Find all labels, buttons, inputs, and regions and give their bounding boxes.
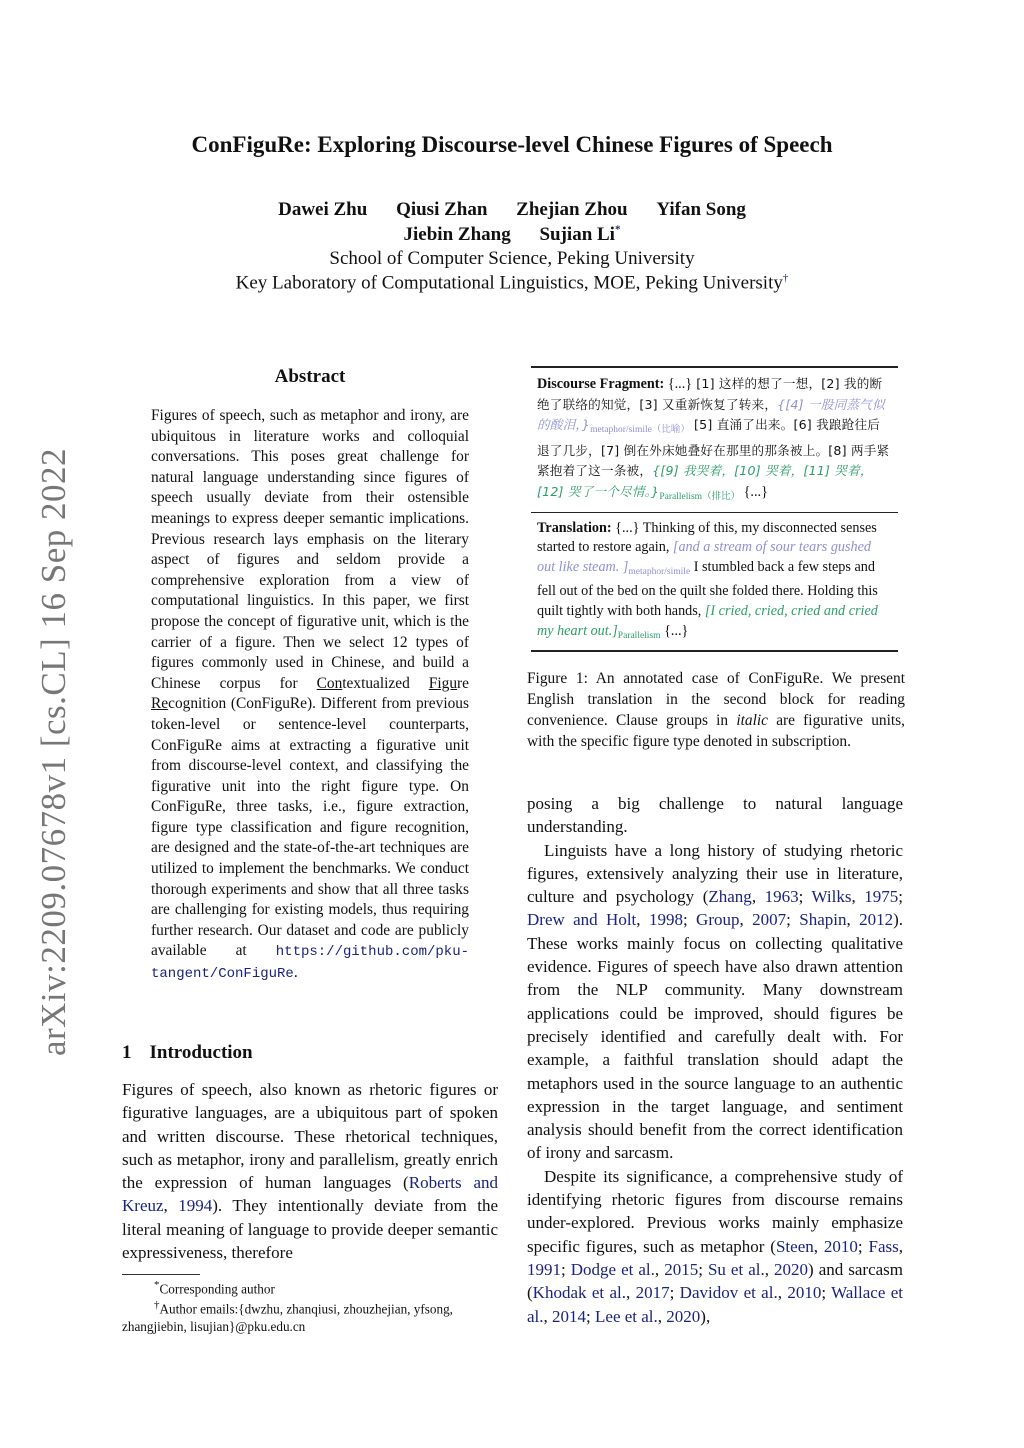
citation-year-link[interactable]: 1963 [764,887,799,907]
citation-link[interactable]: Su et al. [707,1259,765,1279]
author-name: Dawei Zhu [278,199,368,220]
parallelism-unit: {[9] 我哭着，[10] 哭着，[11] 哭着，[12] 哭了一个尽情。} [537,463,873,499]
caption-text: Figure 1: An annotated case of ConFiguRe. We present English translation in the second block for reading convenience. Clause groups in [527,670,905,729]
paragraph-text: ), [700,1306,711,1326]
footnote-text: Corresponding author [159,1281,275,1297]
affiliation-2-text: Key Laboratory of Computational Linguistics, MOE, Peking University [235,272,783,294]
citation-link[interactable]: Khodak et al. [532,1283,626,1303]
citation-link[interactable]: Shapin [799,910,847,930]
author-name: Qiusi Zhan [396,199,488,220]
citation-link[interactable]: Wilks [811,887,852,907]
section-number: 1 [122,1042,132,1063]
citation-year-link[interactable]: 2015 [664,1259,699,1279]
translation-text: Thinking of this, my disconnected senses started to restore again, [537,519,877,556]
citation-year-link[interactable]: 2012 [859,910,894,930]
citation-link[interactable]: Roberts and Kreuz [122,1173,498,1216]
citation-year-link[interactable]: 2010 [787,1283,822,1303]
fragment-text: [5] 直涌了出来。[6] 我踉跄往后退了几步，[7] 倒在外床她叠好在那里的那条被上。[8] 两手紧紧抱着了这一条被， [537,417,890,479]
acronym-figu: Figu [428,674,458,692]
discourse-fragment-section [531,368,898,512]
fragment-text: [1] 这样的想了一想，[2] 我的断绝了联络的知觉，[3] 又重新恢复了转来， [537,376,883,412]
parallelism-label: Parallelism（排比） [659,491,741,502]
abstract-heading: Abstract [274,366,346,387]
author-name: Jiebin Zhang [403,224,511,246]
fragment-ellipsis: {...} [740,483,768,500]
citation-year-link[interactable]: 2020 [666,1306,701,1326]
citation-link[interactable]: Dodge et al. [570,1259,655,1279]
figure-1-box [531,366,898,652]
citation-year-link[interactable]: 1998 [648,910,683,930]
abstract-text: re [457,674,469,692]
affiliation-1: School of Computer Science, Peking University [329,248,695,269]
citation-link[interactable]: Lee et al. [595,1306,658,1326]
abstract-text: Figures of speech, such as metaphor and irony, are ubiquitous in literature works and colloquial conversations. This poses great challenge for natural language understanding since figures of speech usually deviate from their ostensible meanings to express deeper semantic implications. Previous research lays emphasis on the literary aspect of figures and seldom provide a comprehensive exploration from a view of computational linguistics. In this paper, we first propose the concept of figurative unit, which is the carrier of a figure. Then we select 12 types of figures commonly used in Chinese, and build a Chinese corpus for [151,407,469,692]
paragraph-text: , [163,1196,179,1216]
arxiv-stamp [16,447,92,1057]
paragraph-text: Despite its significance, a comprehensive study of identifying rhetoric figures from discourse remains under-explored. Previous works mainly emphasize specific figures, such as metaphor ( [527,1166,903,1256]
metaphor-label: metaphor/simile（比喻） [590,425,690,436]
fragment-label: Discourse Fragment: [537,376,665,392]
citation-year-link[interactable]: 1994 [178,1196,213,1216]
citation-link[interactable]: Steen [775,1236,814,1256]
caption-italic: italic [736,712,768,729]
paragraph-text: ). These works mainly focus on collecting qualitative evidence. Figures of speech have also drawn attention from the NLP community. Many downstream applications could be improved, should figures be precisely identified and carefully dealt with. For example, a faithful translation should adapt the metaphors used in the source language to an authentic expression in the target language, and sentiment analysis should benefit from the correct identification of irony and sarcasm. [527,910,904,1163]
citation-year-link[interactable]: 2017 [635,1283,670,1303]
abstract-text: . [293,964,298,982]
corresponding-mark[interactable]: * [614,224,621,236]
dataset-url-link[interactable]: https://github.com/pku-tangent/ConFiguRe [151,944,469,983]
authors-line-2 [0,224,1024,246]
citation-year-link[interactable]: 2010 [823,1236,858,1256]
caption-text: are figurative units, with the specific figure type denoted in subscription. [527,712,905,750]
paragraph-text: ). They intentionally deviate from the literal meaning of language to provide deeper semantic expressiveness, therefore [122,1196,498,1263]
author-name: Sujian Li [539,224,615,246]
authors-line-1 [0,199,1024,221]
intro-paragraph-2: Linguists have a long history of studying rhetoric figures, extensively analyzing their use in literature, culture and psychology (Zhang, 1963; Wilks, 1975; Drew and Holt, 1998; Group, 2007; Shapin, 2012). These works mainly focus on collecting qualitative evidence. Figures of speech have also drawn attention from the NLP community. Many downstream applications could be improved, should figures be precisely identified and carefully dealt with. For example, a faithful translation should adapt the metaphors used in the source language to an authentic expression in the target language, and sentiment analysis should benefit from the correct identification of irony and sarcasm. [527,840,904,1163]
translation-text: I stumbled back a few steps and fell out of the bed on the quilt she folded there. Holding this quilt tightly with both hands, [537,558,878,619]
intro-heading [122,1042,253,1064]
footnote-mark: * [154,1279,160,1291]
citation-year-link[interactable]: 1975 [864,887,899,907]
footnote-corresponding [122,1277,502,1297]
abstract-body [151,406,469,985]
citation-link[interactable]: Zhang [708,887,752,907]
metaphor-label: metaphor/simile [628,566,691,577]
citation-year-link[interactable]: 2014 [552,1306,587,1326]
parallelism-label: Parallelism [617,630,661,641]
abstract-text: cognition (ConFiguRe). Different from previous token-level or sentence-level counterparts, ConFiguRe aims at extracting a figurative unit from discourse-level context, and classifying the figurative unit into the right figure type. On ConFiguRe, three tasks, i.e., figure extraction, figure type classification and figure recognition, are designed and the state-of-the-art techniques are utilized to implement the benchmarks. We conduct thorough experiments and show that all three tasks are challenging for existing models, thus requiring further research. Our dataset and code are publicly available at [151,695,469,960]
citation-year-link[interactable]: 2007 [752,910,787,930]
translation-ellipsis: {...} [611,519,640,536]
arxiv-stamp-text: arXiv:2209.07678v1 [cs.CL] 16 Sep 2022 [34,447,74,1057]
citation-link[interactable]: Drew and Holt [527,910,637,930]
citation-link[interactable]: Wallace et al. [527,1283,904,1326]
author-name: Zhejian Zhou [516,199,628,220]
footnote-emails [122,1297,502,1334]
intro-right-column [527,792,903,1328]
acronym-con: Con [316,674,343,692]
intro-left-column [122,1078,498,1264]
fragment-ellipsis: {...} [667,376,693,392]
author-name: Yifan Song [656,199,746,220]
acronym-re: Re [151,695,169,713]
metaphor-unit: [and a stream of sour tears gushed out like steam. ] [537,539,872,575]
paper-title: ConFiguRe: Exploring Discourse-level Chinese Figures of Speech [191,132,833,157]
paragraph-text: Linguists have a long history of studying rhetoric figures, extensively analyzing their use in literature, culture and psychology ( [527,840,903,907]
parallelism-unit: [I cried, cried, cried and cried my heart out.] [537,602,878,639]
intro-paragraph-3: Despite its significance, a comprehensive study of identifying rhetoric figures from discourse remains under-explored. Previous works mainly emphasize specific figures, such as metaphor (Steen, 2010; Fass, 1991; Dodge et al., 2015; Su et al., 2020) and sarcasm (Khodak et al., 2017; Davidov et al., 2010; Wallace et al., 2014; Lee et al., 2020), [527,1166,904,1326]
abstract-text: textualized [342,674,429,692]
paragraph-text: ) and sarcasm ( [527,1259,904,1303]
footnotes [122,1277,502,1335]
citation-year-link[interactable]: 1991 [527,1259,561,1279]
affiliation-2 [0,272,1024,294]
translation-label: Translation: [537,519,612,536]
translation-section [531,512,898,651]
figure-1-caption [527,668,905,752]
dagger-mark[interactable]: † [782,272,789,284]
citation-year-link[interactable]: 2020 [774,1259,809,1279]
intro-paragraph-continued: posing a big challenge to natural language understanding. [527,794,903,837]
footnote-text: Author emails:{dwzhu, zhanqiusi, zhouzhejian, yfsong, zhangjiebin, lisujian}@pku.edu.cn [122,1301,453,1334]
citation-link[interactable]: Fass [868,1236,899,1256]
translation-ellipsis: {...} [660,622,689,639]
footnote-rule [122,1274,200,1275]
paragraph-text: Figures of speech, also known as rhetoric figures or figurative languages, are a ubiquitous part of spoken and written discourse. These rhetorical techniques, such as metaphor, irony and parallelism, greatly enrich the expression of human languages ( [122,1080,498,1193]
intro-paragraph-1 [122,1078,498,1264]
citation-link[interactable]: Group [696,910,740,930]
section-title: Introduction [149,1042,253,1063]
citation-link[interactable]: Davidov et al. [679,1283,778,1303]
footnote-mark: † [154,1299,160,1312]
metaphor-unit: {[4] 一股同蒸气似的酸泪，} [537,396,885,433]
author-name-corresponding [539,224,620,245]
